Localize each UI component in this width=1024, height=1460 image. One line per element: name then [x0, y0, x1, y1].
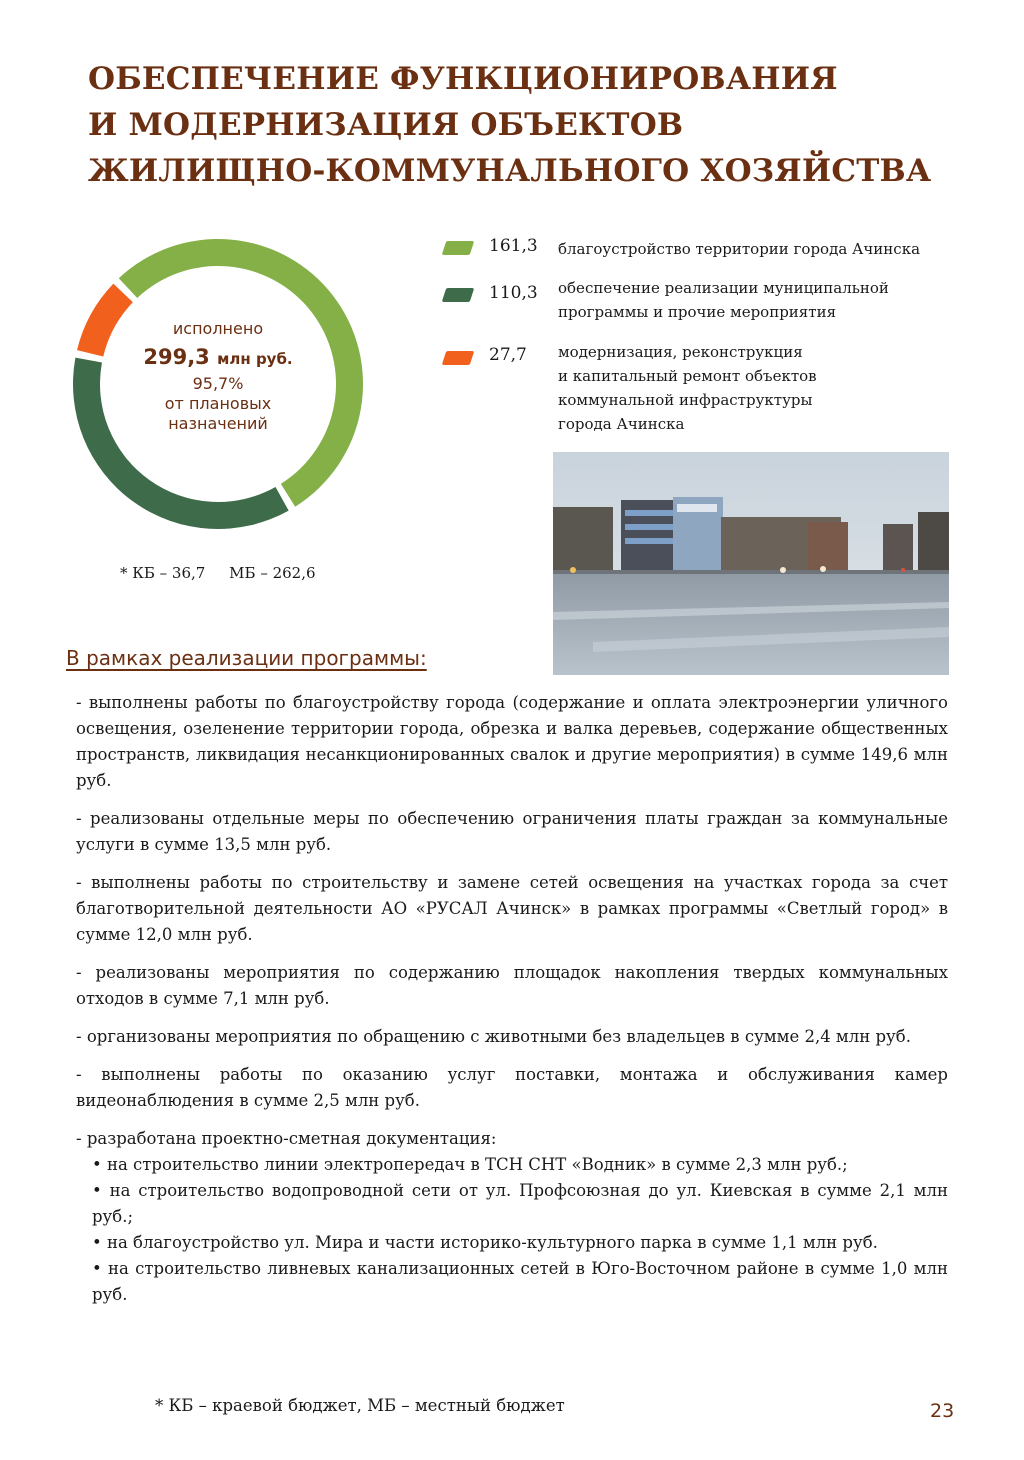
legend-swatch-dark-green — [442, 288, 475, 302]
page-title-line: И МОДЕРНИЗАЦИЯ ОБЪЕКТОВ — [88, 107, 684, 143]
budget-abbreviation-note: * КБ – краевой бюджет, МБ – местный бюджет — [155, 1396, 565, 1415]
legend-description-line: обеспечение реализации муниципальной — [558, 279, 889, 297]
legend-description — [558, 237, 938, 261]
donut-center-text — [118, 318, 318, 434]
program-activities — [76, 690, 948, 1308]
design-docs-item: • на строительство водопроводной сети от ул. Профсоюзная до ул. Киевская в сумме 2,1 млн руб.; — [92, 1181, 948, 1226]
street-photo-illustration — [553, 452, 949, 675]
legend-value: 110,3 — [489, 283, 538, 303]
legend-swatch-light-green — [442, 241, 475, 255]
activity-paragraph: - реализованы мероприятия по содержанию площадок накопления твердых коммунальных отходов в сумме 7,1 млн руб. — [76, 963, 948, 1008]
legend-description-line: благоустройство территории города Ачинска — [558, 240, 921, 258]
design-docs-item: • на благоустройство ул. Мира и части историко-культурного парка в сумме 1,1 млн руб. — [92, 1233, 878, 1252]
legend-value: 161,3 — [489, 236, 538, 256]
legend-description — [558, 276, 938, 324]
legend-description-line: и капитальный ремонт объектов — [558, 367, 817, 385]
donut-center-percent: 95,7% — [192, 374, 244, 393]
page-title-line: ОБЕСПЕЧЕНИЕ ФУНКЦИОНИРОВАНИЯ — [88, 61, 838, 97]
donut-center-amount — [118, 342, 318, 374]
page-title — [88, 56, 968, 194]
legend-description — [558, 340, 938, 436]
donut-center-amount-unit: млн руб. — [217, 350, 293, 368]
legend-description-line: города Ачинска — [558, 415, 685, 433]
legend-swatch-orange — [442, 351, 475, 365]
donut-center-label: исполнено — [172, 319, 264, 338]
budget-split-note: * КБ – 36,7 МБ – 262,6 — [120, 564, 316, 582]
activity-paragraph: - реализованы отдельные меры по обеспечению ограничения платы граждан за коммунальные услуги в сумме 13,5 млн руб. — [76, 809, 948, 854]
activity-paragraph: - организованы мероприятия по обращению с животными без владельцев в сумме 2,4 млн руб. — [76, 1027, 911, 1046]
design-docs-item: • на строительство линии электропередач в ТСН СНТ «Водник» в сумме 2,3 млн руб.; — [92, 1155, 848, 1174]
legend-description-line: модернизация, реконструкция — [558, 343, 803, 361]
activity-paragraph: - выполнены работы по оказанию услуг поставки, монтажа и обслуживания камер видеонаблюдения в сумме 2,5 млн руб. — [76, 1065, 948, 1110]
section-subheading: В рамках реализации программы: — [66, 646, 427, 670]
street-photo — [553, 452, 949, 675]
design-docs-intro: - разработана проектно-сметная документация: — [76, 1129, 497, 1148]
page-number: 23 — [930, 1400, 955, 1422]
legend-description-line: программы и прочие мероприятия — [558, 303, 837, 321]
legend-description-line: коммунальной инфраструктуры — [558, 391, 813, 409]
activity-paragraph: - выполнены работы по благоустройству города (содержание и оплата электроэнергии уличного освещения, озеленение территории города, обрезка и валка деревьев, содержание общественных пространств, ликвидация несанкционированных свалок и другие мероприятия) в сумме 149,6 млн руб. — [76, 693, 948, 790]
design-docs-list — [76, 1152, 948, 1308]
donut-center-note: назначений — [168, 414, 268, 433]
page-title-line: ЖИЛИЩНО-КОММУНАЛЬНОГО ХОЗЯЙСТВА — [88, 153, 932, 189]
activity-paragraph: - выполнены работы по строительству и замене сетей освещения на участках города за счет благотворительной деятельности АО «РУСАЛ Ачинск» в рамках программы «Светлый город» в сумме 12,0 млн руб. — [76, 873, 948, 944]
donut-center-amount-value: 299,3 — [143, 345, 210, 369]
legend-value: 27,7 — [489, 345, 527, 365]
design-docs-item: • на строительство ливневых канализационных сетей в Юго-Восточном районе в сумме 1,0 млн руб. — [92, 1259, 948, 1304]
donut-center-note: от плановых — [164, 394, 272, 413]
